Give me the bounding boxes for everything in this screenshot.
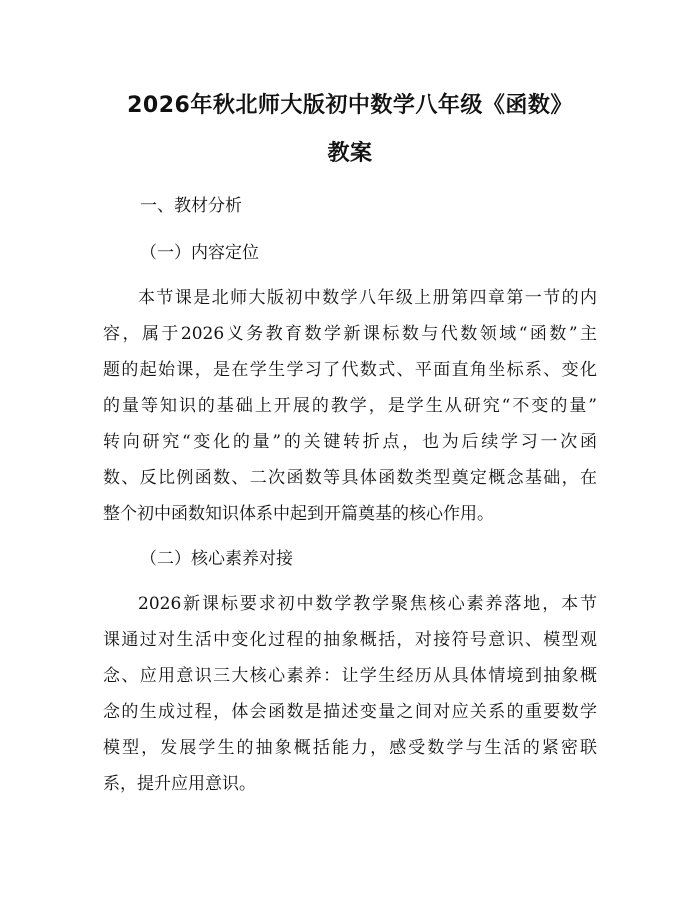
document-title-line-2: 教案 (327, 141, 373, 166)
document-title-line-1: 2026年秋北师大版初中数学八年级《函数》 (127, 93, 573, 118)
paragraph-content-positioning (103, 280, 597, 532)
paragraph-line: 转向研究“变化的量”的关键转折点，也为后续学习一次函 (103, 432, 597, 452)
subsection-heading-core-literacy: （二）核心素养对接 (140, 549, 293, 569)
section-heading-teaching-material-analysis: 一、教材分析 (140, 196, 242, 216)
subsection-heading-content-positioning: （一）内容定位 (140, 243, 259, 263)
paragraph-line: 念、应用意识三大核心素养：让学生经历从具体情境到抽象概 (103, 666, 597, 686)
paragraph-line: 系，提升应用意识。 (103, 774, 256, 794)
paragraph-line: 模型，发展学生的抽象概括能力，感受数学与生活的紧密联 (103, 738, 597, 758)
paragraph-line: 题的起始课，是在学生学习了代数式、平面直角坐标系、变化 (103, 360, 597, 380)
paragraph-line: 念的生成过程，体会函数是描述变量之间对应关系的重要数学 (103, 702, 597, 722)
paragraph-line: 数、反比例函数、二次函数等具体函数类型奠定概念基础，在 (103, 468, 597, 488)
paragraph-line: 整个初中函数知识体系中起到开篇奠基的核心作用。 (103, 504, 494, 524)
paragraph-line: 课通过对生活中变化过程的抽象概括，对接符号意识、模型观 (103, 630, 597, 650)
paragraph-line: 本节课是北师大版初中数学八年级上册第四章第一节的内 (138, 288, 597, 308)
paragraph-line: 2026新课标要求初中数学教学聚焦核心素养落地，本节 (138, 594, 597, 614)
paragraph-line: 容，属于2026义务教育数学新课标数与代数领域“函数”主 (103, 324, 597, 344)
paragraph-core-literacy (103, 586, 597, 802)
paragraph-line: 的量等知识的基础上开展的教学，是学生从研究“不变的量” (103, 396, 597, 416)
